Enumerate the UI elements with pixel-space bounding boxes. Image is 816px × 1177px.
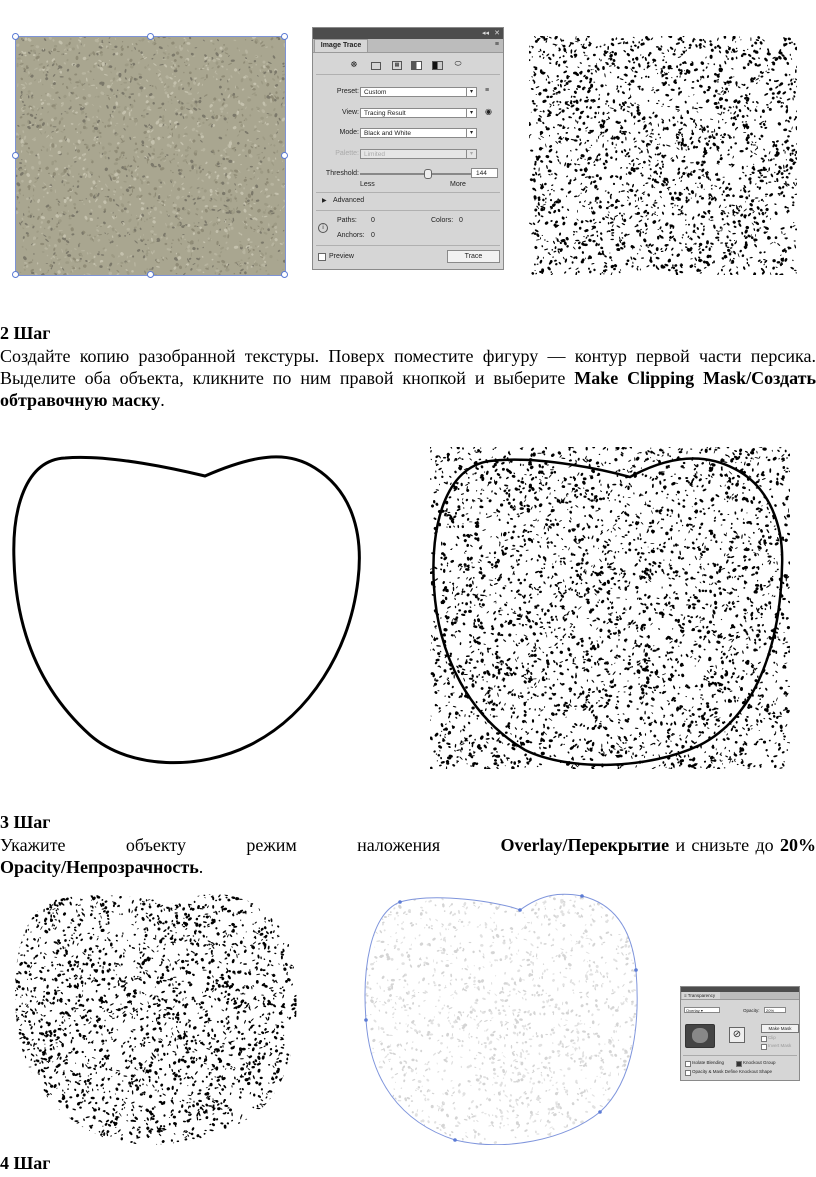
eye-icon[interactable]: ◉ [485, 107, 492, 116]
opacity-mask-define-checkbox[interactable] [685, 1070, 691, 1076]
traced-texture-image [529, 36, 797, 275]
mode-select[interactable]: Black and White ▾ [360, 128, 477, 138]
preset-label: Preset: [336, 88, 359, 95]
preview-checkbox[interactable] [318, 253, 326, 261]
invert-mask-checkbox[interactable] [761, 1044, 767, 1050]
mode-label: Mode: [339, 129, 359, 136]
grayscale-icon[interactable] [411, 61, 422, 70]
outline-icon[interactable]: ⬭ [454, 59, 462, 68]
peach-outline-shape [0, 440, 380, 780]
granite-texture-image [15, 36, 286, 276]
palette-select: Limited ▾ [360, 149, 477, 159]
layer-thumbnail[interactable] [685, 1024, 715, 1048]
anchors-label: Anchors: [337, 232, 365, 239]
opacity-mask-define-label: Opacity & Mask Define Knockout Shape [692, 1069, 773, 1074]
overlay-shape-selected [360, 890, 645, 1145]
threshold-slider-handle[interactable] [424, 169, 432, 179]
threshold-more-label: More [450, 181, 466, 188]
step-3-heading: 3 Шаг [0, 812, 51, 832]
close-icon[interactable]: ✕ [494, 30, 500, 37]
step-4-heading: 4 Шаг [0, 1153, 51, 1173]
make-mask-button[interactable]: Make Mask [761, 1024, 799, 1033]
low-color-icon[interactable]: ▦ [392, 61, 402, 70]
preset-select[interactable]: Custom ▾ [360, 87, 477, 97]
opacity-input[interactable]: 20% [764, 1007, 786, 1013]
view-label: View: [342, 109, 359, 116]
advanced-label[interactable]: Advanced [333, 197, 365, 204]
paths-value: 0 [371, 217, 375, 224]
panel-menu-icon[interactable]: ≡ [494, 41, 499, 48]
palette-label: Palette: [335, 150, 359, 157]
colors-value: 0 [459, 217, 463, 224]
high-color-icon[interactable] [371, 62, 381, 70]
black-and-white-icon[interactable] [432, 61, 443, 70]
clipped-texture-shape [10, 890, 302, 1147]
anchors-value: 0 [371, 232, 375, 239]
panel-titlebar[interactable] [313, 28, 503, 39]
no-mask-icon[interactable]: ⊘ [729, 1027, 745, 1043]
step-3-paragraph: Укажите объекту режим наложения Overlay/Перекрытие и снизьте до 20% Opacity/Непрозрачность. [0, 835, 816, 877]
preview-label: Preview [329, 253, 354, 260]
knockout-group-checkbox[interactable] [736, 1061, 742, 1067]
peach-outline-overlay [430, 447, 790, 769]
colors-label: Colors: [431, 217, 454, 224]
tab-transparency[interactable]: ≡ Transparency [682, 992, 720, 999]
knockout-group-label: Knockout Group [743, 1060, 776, 1065]
threshold-less-label: Less [360, 181, 375, 188]
clip-checkbox[interactable] [761, 1036, 767, 1042]
transparency-panel [680, 986, 800, 1081]
threshold-slider-track[interactable] [360, 173, 472, 175]
info-icon: i [318, 223, 328, 233]
invert-mask-label: Invert Mask [768, 1043, 792, 1048]
threshold-label: Threshold: [325, 170, 359, 177]
opacity-label: Opacity: [743, 1008, 760, 1013]
trace-button[interactable]: Trace [447, 250, 500, 263]
threshold-input[interactable]: 144 [471, 168, 498, 178]
auto-color-icon[interactable]: ☸ [350, 60, 358, 69]
blend-mode-select[interactable]: Overlay ▾ [684, 1007, 720, 1013]
collapse-icon[interactable]: ◂◂ [481, 30, 489, 37]
advanced-toggle-icon[interactable]: ▶ [322, 198, 327, 204]
image-trace-panel [312, 27, 504, 270]
clip-label: Clip [768, 1035, 776, 1040]
step-2-heading: 2 Шаг [0, 323, 51, 343]
isolate-blending-label: Isolate Blending [692, 1060, 725, 1065]
step-2-paragraph: Создайте копию разобранной текстуры. Поверх поместите фигуру — контур первой части персика. Выделите оба объекта, кликните по ним правой кнопкой и выберите Make Clipping Mask/Создать обтравочную маску. [0, 346, 816, 410]
preset-list-icon[interactable]: ≡ [485, 87, 490, 94]
texture-with-outline-image [430, 447, 790, 769]
view-select[interactable]: Tracing Result ▾ [360, 108, 477, 118]
isolate-blending-checkbox[interactable] [685, 1061, 691, 1067]
tab-image-trace[interactable]: Image Trace [314, 39, 368, 52]
paths-label: Paths: [337, 217, 357, 224]
